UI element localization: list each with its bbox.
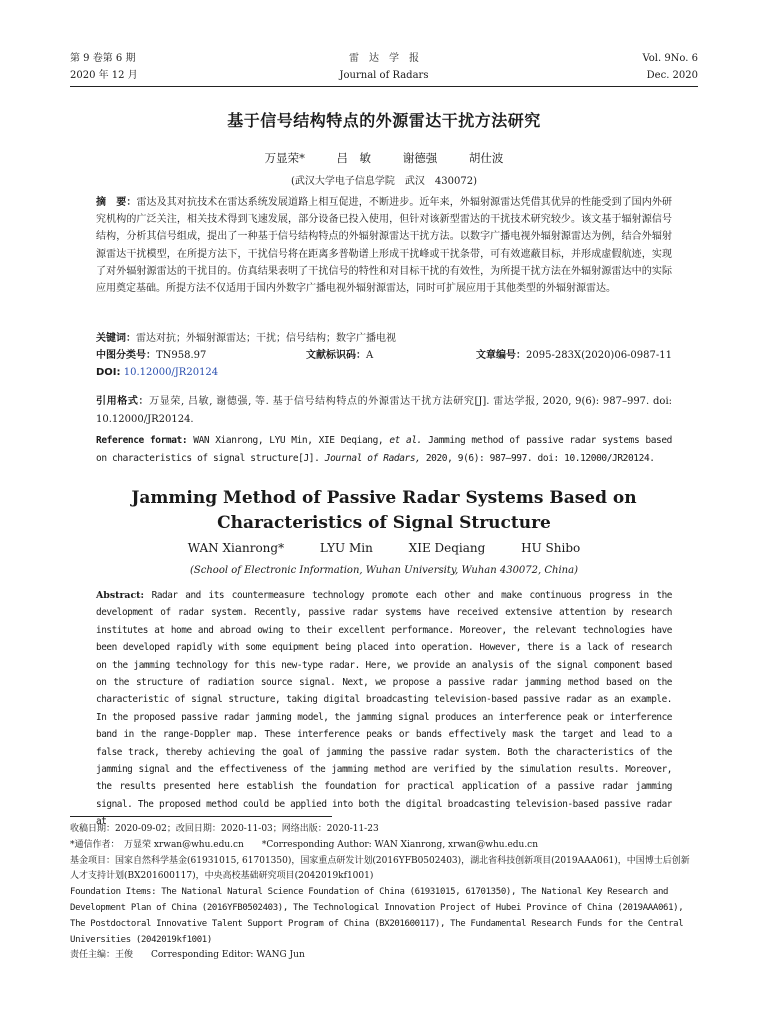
footnote-funding-cn: 基金项目：国家自然科学基金(61931015, 61701350)，国家重点研发计划(2016YFB0502403)，湖北省科技创新项目(2019AAA061)，中国博士后创新人才支持计划(BX201600117)，中央高校基础研究项目(2042019kf1001) <box>70 855 690 882</box>
article-number <box>476 348 672 363</box>
footnote-corresponding-author: *通信作者： 万显荣 xrwan@whu.edu.cn *Corresponding Author: WAN Xianrong, xrwan@whu.edu.cn <box>70 839 539 850</box>
keywords-text: 雷达对抗；外辐射源雷达；干扰；信号结构；数字广播电视 <box>136 333 396 344</box>
author-list-cn <box>70 150 698 166</box>
paper-title-en-line: Characteristics of Signal Structure <box>217 513 551 533</box>
abstract-cn-text: 雷达及其对抗技术在雷达系统发展道路上相互促进，不断进步。近年来，外辐射源雷达凭借其优异的性能受到了国内外研究机构的广泛关注，相关技术得到飞速发展，部分设备已投入使用，但针对该新型雷达的干扰技术研究较少。该文基于辐射源信号结构，分析其信号组成，提出了一种基于信号结构特点的外辐射源雷达干扰方法。以数字广播电视外辐射源雷达为例，结合外辐射源雷达干扰模型，在所提方法下，干扰信号将在距离多普勒谱上形成干扰峰或干扰条带，可有效遮蔽目标，并形成虚假航迹，实现了对外辐射源雷达的干扰目的。仿真结果表明了干扰信号的特性和对目标干扰的有效性，为所提干扰方法在外辐射源雷达中的实际应用奠定基础。所提方法不仅适用于国内外数字广播电视外辐射源雷达，同时可扩展应用于其他类型的外辐射源雷达。 <box>96 197 673 295</box>
author-list-en <box>70 541 698 555</box>
volume-issue-cn: 第 9 卷第 6 期 <box>70 53 136 64</box>
affiliation-en: (School of Electronic Information, Wuhan University, Wuhan 430072, China) <box>190 565 578 576</box>
keywords-cn <box>96 331 672 346</box>
author-cn: 万显荣* <box>264 151 305 165</box>
issue-date-en: Dec. 2020 <box>646 70 698 81</box>
header-divider <box>70 86 698 87</box>
footnote-divider <box>70 816 332 817</box>
paper-title-en-line: Jamming Method of Passive Radar Systems Based on <box>131 488 637 508</box>
citation-en-etal: et al. <box>389 435 422 446</box>
citation-en-title: Jamming method of passive radar systems based on characteristics of signal structure[J]. <box>96 435 672 464</box>
author-cn: 吕 敏 <box>336 151 372 165</box>
clc-label: 中图分类号： <box>96 350 156 361</box>
abstract-en <box>96 587 672 828</box>
citation-format-en <box>96 432 672 468</box>
abstract-en-text: Radar and its countermeasure technology promote each other and make continuous progress in the development of radar system. Recently, passive radar systems have received extensive attention by research institutes at home and abroad owing to their excellent performance. Moreover, the relevant technologies have been developed rapidly with some equipment being placed into operation. However, there is a lack of research on the jamming technology for this new-type radar. Here, we provide an analysis of the signal component based on the structure of radiation source signal. Next, we propose a passive radar jamming method based on the characteristic of signal structure, taking digital broadcasting television-based passive radar as an example. In the proposed passive radar jamming model, the jamming signal produces an interference peak or interference band in the range-Doppler map. These interference peaks or bands effectively mask the target and lead to a false track, thereby achieving the goal of jamming the passive radar system. Both the characteristics of the jamming signal and the effectiveness of the jamming method are verified by the simulation results. Moreover, the results presented here establish the foundation for practical application of a passive radar jamming signal. The proposed method could be applied into both the digital broadcasting television-based passive radar at <box>96 590 672 828</box>
author-en: WAN Xianrong* <box>187 541 285 555</box>
abstract-cn-label: 摘 要： <box>96 197 137 208</box>
journal-name-en: Journal of Radars <box>339 70 429 81</box>
author-en: XIE Deqiang <box>408 541 486 555</box>
citation-en-journal: Journal of Radars, <box>324 453 421 464</box>
author-en: LYU Min <box>319 541 373 555</box>
article-value: 2095-283X(2020)06-0987-11 <box>526 350 672 361</box>
volume-issue-en: Vol. 9No. 6 <box>642 53 698 64</box>
footnotes <box>70 822 698 964</box>
abstract-cn <box>96 194 672 297</box>
issue-date-cn: 2020 年 12 月 <box>70 70 138 81</box>
article-label: 文章编号： <box>476 350 527 361</box>
doc-value: A <box>366 350 374 361</box>
keywords-label: 关键词： <box>96 333 136 344</box>
journal-name-cn: 雷 达 学 报 <box>349 53 419 64</box>
footnote-dates: 收稿日期：2020-09-02；改回日期：2020-11-03；网络出版：2020-11-23 <box>70 824 379 834</box>
footnote-editor: 责任主编：王俊 Corresponding Editor: WANG Jun <box>70 950 305 961</box>
doi-label: DOI: <box>96 367 121 378</box>
clc-number <box>96 348 206 363</box>
doi-link[interactable]: 10.12000/JR20124 <box>123 367 219 378</box>
author-cn: 胡仕波 <box>468 151 504 165</box>
doi-row <box>96 365 218 380</box>
citation-cn-label: 引用格式： <box>96 396 150 407</box>
citation-en-authors: WAN Xianrong, LYU Min, XIE Deqiang, <box>193 435 384 446</box>
doc-code <box>306 348 373 363</box>
abstract-en-label: Abstract: <box>96 590 144 601</box>
footnote-funding-en: Foundation Items: The National Natural Science Foundation of China (61931015, 61701350), The National Key Research and Development Plan of China (2016YFB0502403), The Technological Innovation Project of Hubei Province of China (2019AAA061), The Postdoctoral Innovative Talent Support Program of China (BX201600117), The Fundamental Research Funds for the Central Universities (2042019kf1001) <box>70 887 684 945</box>
author-cn: 谢德强 <box>402 151 438 165</box>
paper-title-cn: 基于信号结构特点的外源雷达干扰方法研究 <box>227 111 541 130</box>
author-en: HU Shibo <box>521 541 581 555</box>
citation-format-cn <box>96 393 672 429</box>
clc-value: TN958.97 <box>156 350 207 361</box>
doc-label: 文献标识码： <box>306 350 366 361</box>
citation-cn-text: 万显荣, 吕敏, 谢德强, 等. 基于信号结构特点的外源雷达干扰方法研究[J]. 雷达学报, 2020, 9(6): 987–997. doi: 10.12000/JR20124. <box>96 396 673 425</box>
citation-en-label: Reference format: <box>96 435 188 446</box>
citation-en-rest: 2020, 9(6): 987–997. doi: 10.12000/JR20124. <box>425 453 655 464</box>
affiliation-cn: (武汉大学电子信息学院 武汉 430072) <box>291 176 477 187</box>
paper-title-en <box>70 486 698 536</box>
